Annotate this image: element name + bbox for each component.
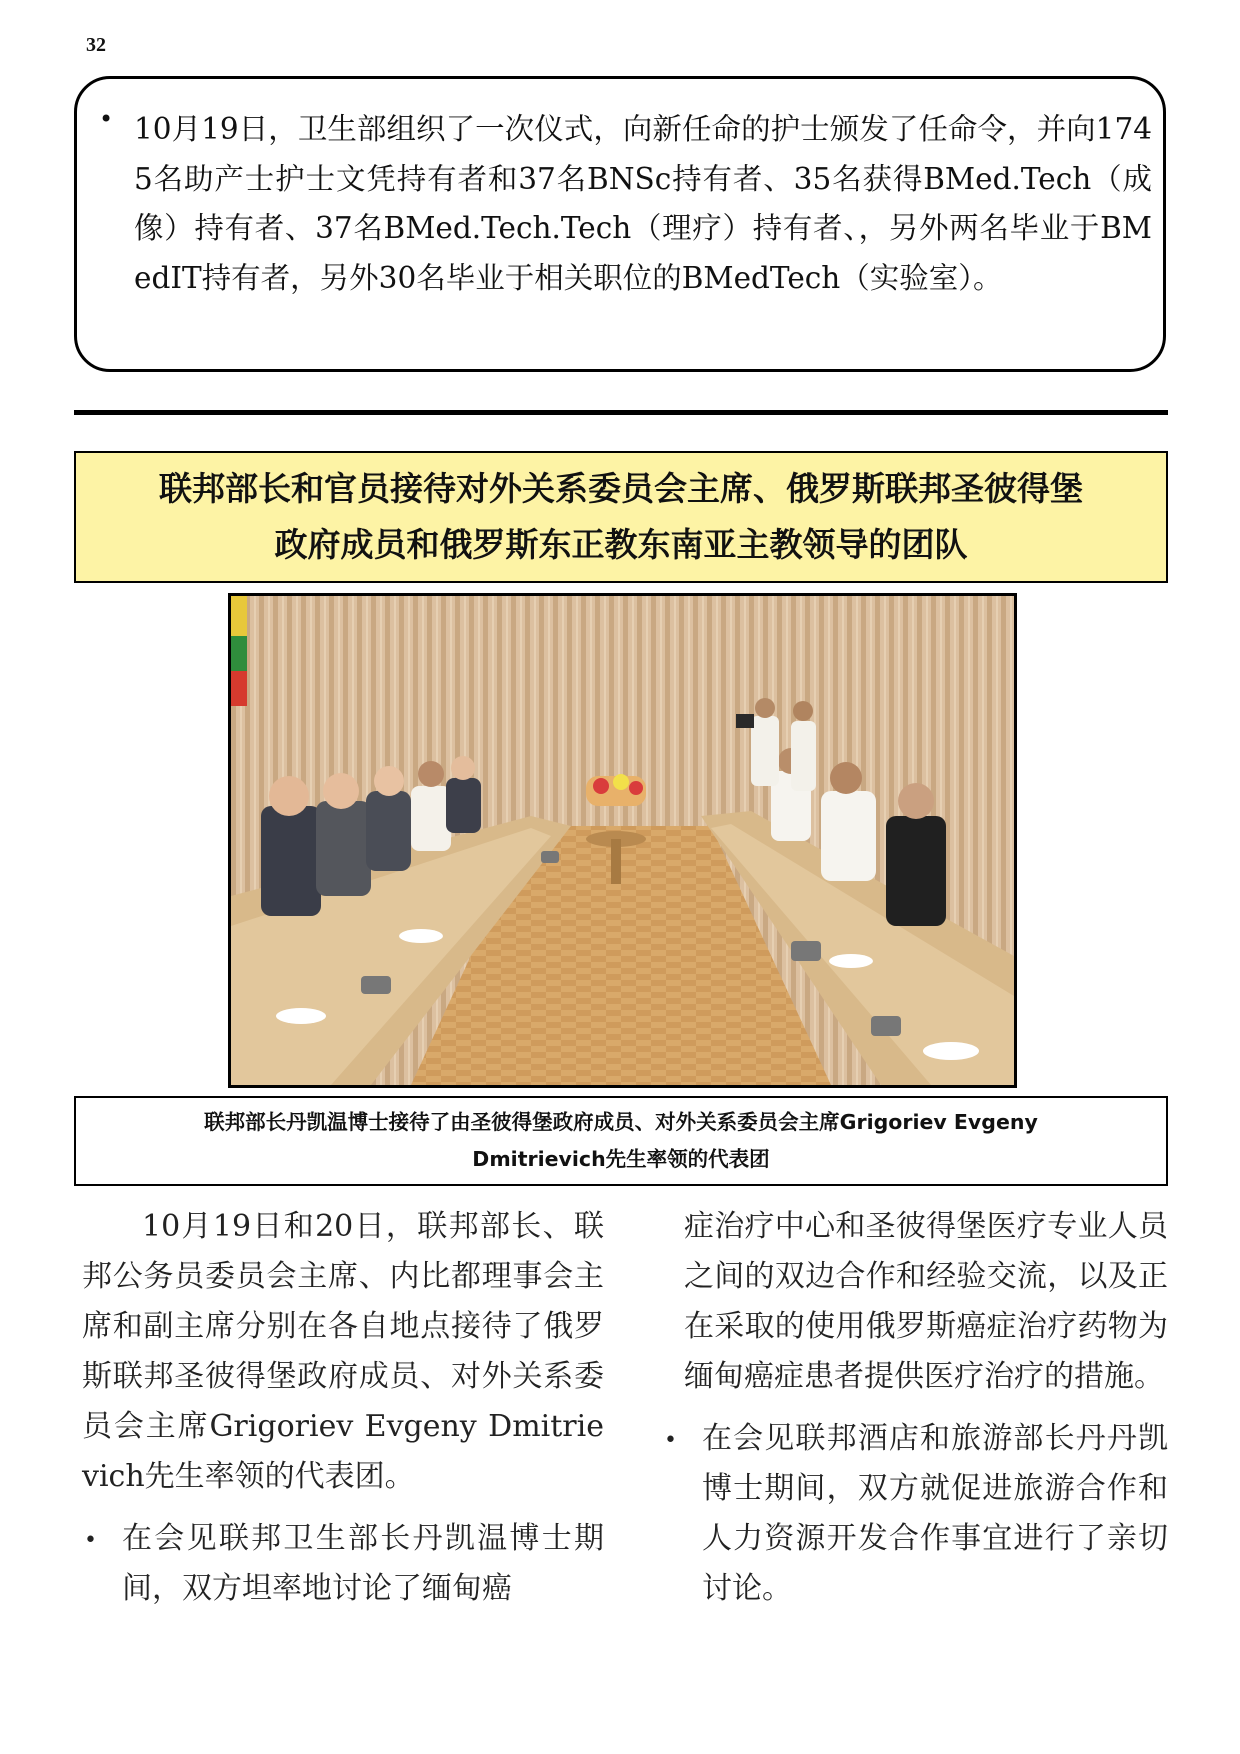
article-bullet-1-continued: 症治疗中心和圣彼得堡医疗专业人员之间的双边合作和经验交流，以及正在采取的使用俄罗斯癌症治疗药物为缅甸癌症患者提供医疗治疗的措施。 bbox=[684, 1209, 1168, 1394]
article-column-right bbox=[662, 1202, 1168, 1614]
article-bullet-1 bbox=[82, 1514, 604, 1614]
headline bbox=[91, 461, 1151, 573]
page-number: 32 bbox=[86, 34, 106, 56]
photo-caption-box bbox=[74, 1096, 1168, 1186]
photo-caption bbox=[96, 1104, 1146, 1178]
notice-text: 10月19日，卫生部组织了一次仪式，向新任命的护士颁发了任命令，并向1745名助产士护士文凭持有者和37名BNSc持有者、35名获得BMed.Tech（成像）持有者、37名BMed.Tech.Tech（理疗）持有者、，另外两名毕业于BMedIT持有者，另外30名毕业于相关职位的BMedTech（实验室）。 bbox=[134, 112, 1152, 295]
photo-caption-line-2: Dmitrievich先生率领的代表团 bbox=[472, 1147, 770, 1171]
headline-line-1: 联邦部长和官员接待对外关系委员会主席、俄罗斯联邦圣彼得堡 bbox=[159, 469, 1083, 508]
bullet-dot: • bbox=[664, 1428, 677, 1453]
bullet-dot: • bbox=[84, 1528, 97, 1553]
article-bullet-2 bbox=[662, 1414, 1168, 1614]
article-bullet-2-text: 在会见联邦酒店和旅游部长丹丹凯博士期间，双方就促进旅游合作和人力资源开发合作事宜进行了亲切讨论。 bbox=[702, 1421, 1168, 1606]
meeting-photo bbox=[228, 593, 1017, 1088]
notice-box bbox=[74, 76, 1166, 372]
meeting-photo-illustration bbox=[231, 596, 1014, 1085]
notice-bullet: • bbox=[99, 105, 114, 133]
section-divider bbox=[74, 410, 1168, 415]
headline-line-2: 政府成员和俄罗斯东正教东南亚主教领导的团队 bbox=[274, 525, 968, 564]
article-column-left bbox=[82, 1202, 604, 1614]
article-intro: 10月19日和20日，联邦部长、联邦公务员委员会主席、内比都理事会主席和副主席分别在各自地点接待了俄罗斯联邦圣彼得堡政府成员、对外关系委员会主席Grigoriev Evgeny Dmitrievich先生率领的代表团。 bbox=[82, 1209, 604, 1494]
headline-box bbox=[74, 451, 1168, 583]
article-bullet-1-text: 在会见联邦卫生部长丹凯温博士期间，双方坦率地讨论了缅甸癌 bbox=[122, 1521, 604, 1606]
photo-caption-line-1: 联邦部长丹凯温博士接待了由圣彼得堡政府成员、对外关系委员会主席Grigoriev Evgeny bbox=[204, 1110, 1038, 1134]
